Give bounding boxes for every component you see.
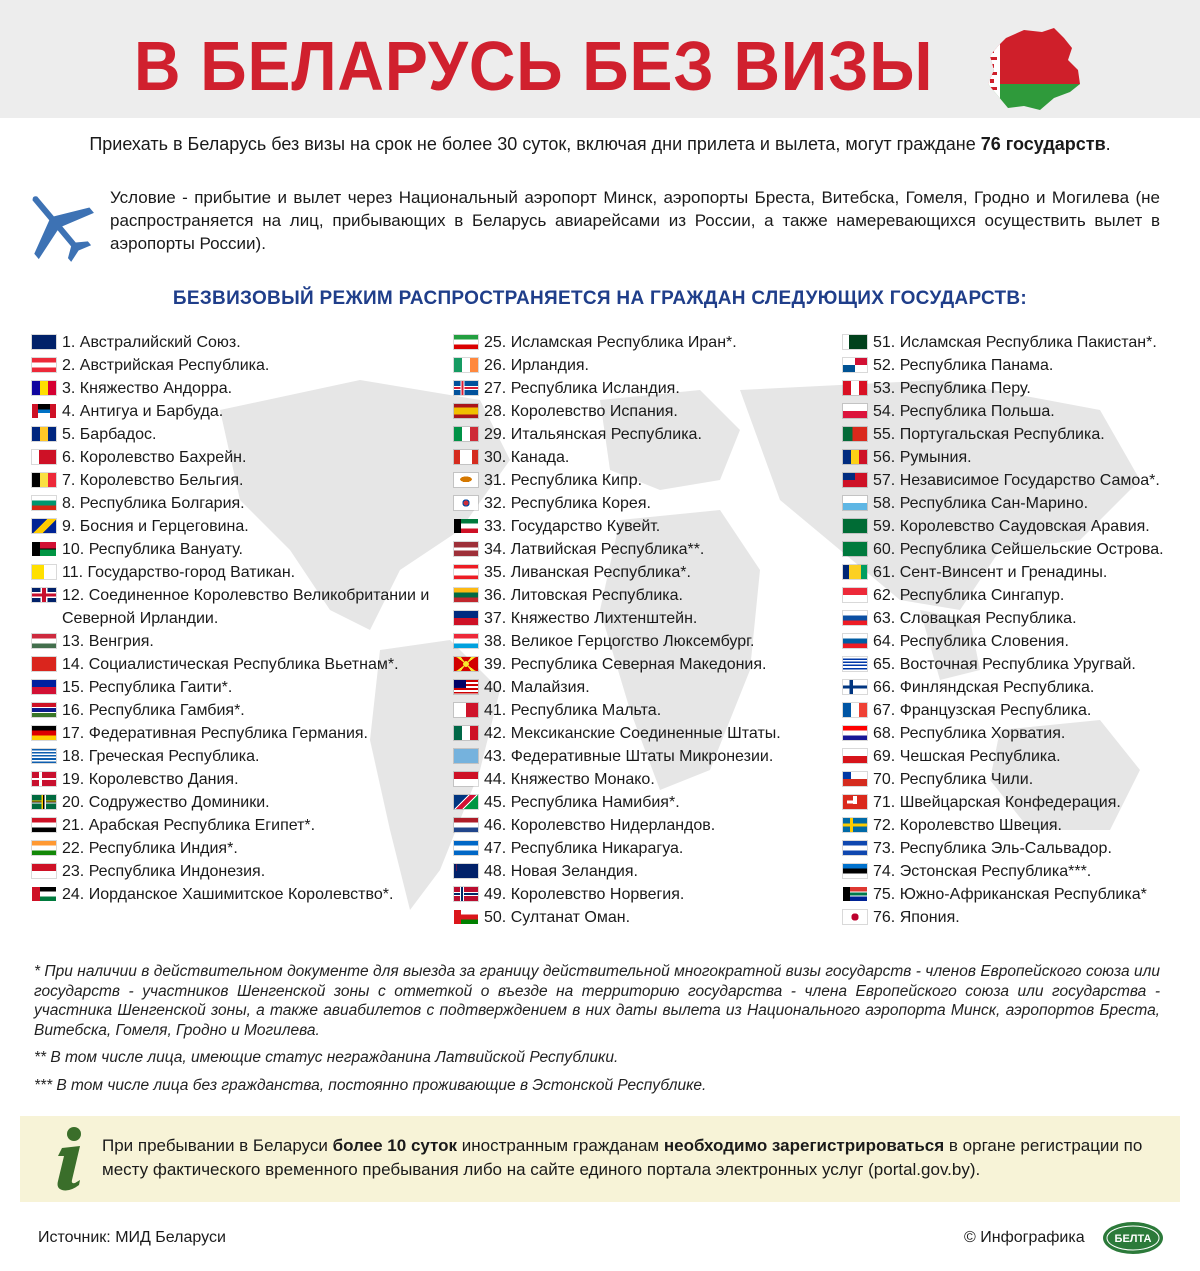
- flag-uk-icon: [32, 588, 56, 602]
- info-box: [20, 1116, 1180, 1202]
- country-name: 74. Эстонская Республика***.: [873, 863, 1092, 880]
- country-item: [32, 469, 437, 492]
- flag-france-icon: [843, 703, 867, 717]
- flag-cyprus-icon: [454, 473, 478, 487]
- country-item: [454, 469, 844, 492]
- country-item: [454, 860, 844, 883]
- country-name: 64. Республика Словения.: [873, 633, 1069, 650]
- country-item: [454, 446, 844, 469]
- country-name: 66. Финляндская Республика.: [873, 679, 1095, 696]
- country-column-1: [32, 331, 437, 906]
- country-item: [32, 423, 437, 446]
- country-name: 26. Ирландия.: [484, 357, 589, 374]
- country-name: 55. Португальская Республика.: [873, 426, 1105, 443]
- country-name: 43. Федеративные Штаты Микронезии.: [484, 748, 774, 765]
- country-item: [454, 722, 844, 745]
- country-item: [843, 538, 1193, 561]
- country-item: [32, 354, 437, 377]
- country-name: 20. Содружество Доминики.: [62, 794, 270, 811]
- country-column-2: [454, 331, 844, 929]
- country-item: [32, 653, 437, 676]
- flag-namibia-icon: [454, 795, 478, 809]
- country-item: [32, 791, 437, 814]
- flag-spain-icon: [454, 404, 478, 418]
- country-name: 73. Республика Эль-Сальвадор.: [873, 840, 1112, 857]
- credit-text: © Инфографика: [964, 1229, 1085, 1246]
- country-item: [32, 584, 437, 630]
- country-item: [843, 331, 1193, 354]
- country-name: 32. Республика Корея.: [484, 495, 651, 512]
- country-item: [32, 515, 437, 538]
- country-name: 27. Республика Исландия.: [484, 380, 680, 397]
- country-name: 28. Королевство Испания.: [484, 403, 678, 420]
- country-item: [32, 630, 437, 653]
- flag-jordan-icon: [32, 887, 56, 901]
- footnote-3: *** В том числе лица без гражданства, постоянно проживающие в Эстонской Республике.: [34, 1076, 707, 1094]
- flag-nicaragua-icon: [454, 841, 478, 855]
- country-name: 67. Французская Республика.: [873, 702, 1092, 719]
- country-item: [843, 561, 1193, 584]
- country-name: 49. Королевство Норвегия.: [484, 886, 685, 903]
- country-item: [454, 653, 844, 676]
- country-name: 33. Государство Кувейт.: [484, 518, 661, 535]
- country-name: 23. Республика Индонезия.: [62, 863, 266, 880]
- flag-japan-icon: [843, 910, 867, 924]
- flag-ireland-icon: [454, 358, 478, 372]
- flag-elsalvador-icon: [843, 841, 867, 855]
- flag-norway-icon: [454, 887, 478, 901]
- country-item: [32, 814, 437, 837]
- country-item: [32, 745, 437, 768]
- flag-australia-icon: [32, 335, 56, 349]
- flag-monaco-icon: [454, 772, 478, 786]
- flag-vietnam-icon: [32, 657, 56, 671]
- info-icon: [44, 1126, 94, 1192]
- country-item: [843, 492, 1193, 515]
- country-item: [843, 906, 1193, 929]
- footnote-1: * При наличии в действительном документе для выезда за границу действительной многократной визы государств - членов Европейского союза или государств - участников Шенгенской зоны с отметкой о въезде на территорию государства - члена Европейского союза или государства - участника Шенгенской зоны, а также авиабилетов с подтверждением в них даты вылета из Национального аэропорта Минск, аэропортов Бреста, Витебска, Гомеля, Гродно и Могилева.: [34, 963, 1160, 1039]
- country-item: [454, 699, 844, 722]
- country-item: [843, 423, 1193, 446]
- country-item: [843, 676, 1193, 699]
- country-item: [454, 538, 844, 561]
- flag-iceland-icon: [454, 381, 478, 395]
- country-item: [454, 791, 844, 814]
- intro-text: Приехать в Беларусь без визы на срок не более 30 суток, включая дни прилета и вылета, могут граждане 76 государств.: [89, 134, 1111, 154]
- country-name: 15. Республика Гаити*.: [62, 679, 233, 696]
- flag-austria-icon: [32, 358, 56, 372]
- country-name: 53. Республика Перу.: [873, 380, 1031, 397]
- country-name: 19. Королевство Дания.: [62, 771, 239, 788]
- flag-liechtenstein-icon: [454, 611, 478, 625]
- country-name: 21. Арабская Республика Египет*.: [62, 817, 316, 834]
- country-item: [32, 400, 437, 423]
- flag-czech-icon: [843, 749, 867, 763]
- country-item: [843, 446, 1193, 469]
- country-item: [843, 515, 1193, 538]
- country-name: 62. Республика Сингапур.: [873, 587, 1065, 604]
- country-name: 45. Республика Намибия*.: [484, 794, 680, 811]
- country-item: [843, 584, 1193, 607]
- country-name: 57. Независимое Государство Самоа*.: [873, 472, 1160, 489]
- flag-dominica-icon: [32, 795, 56, 809]
- country-item: [843, 377, 1193, 400]
- page-title: В БЕЛАРУСЬ БЕЗ ВИЗЫ: [134, 27, 934, 105]
- country-name: 7. Королевство Бельгия.: [62, 472, 244, 489]
- country-name: 3. Княжество Андорра.: [62, 380, 233, 397]
- flag-stvincent-icon: [843, 565, 867, 579]
- country-name: 16. Республика Гамбия*.: [62, 702, 245, 719]
- country-name: 72. Королевство Швеция.: [873, 817, 1062, 834]
- country-item: [454, 492, 844, 515]
- flag-canada-icon: [454, 450, 478, 464]
- list-heading: БЕЗВИЗОВЫЙ РЕЖИМ РАСПРОСТРАНЯЕТСЯ НА ГРАЖДАН СЛЕДУЮЩИХ ГОСУДАРСТВ:: [172, 288, 1028, 309]
- country-item: [843, 883, 1193, 906]
- country-item: [32, 699, 437, 722]
- flag-slovakia-icon: [843, 611, 867, 625]
- country-item: [843, 699, 1193, 722]
- flag-italy-icon: [454, 427, 478, 441]
- country-name: 12. Соединенное Королевство Великобритании и Северной Ирландии.: [62, 587, 430, 627]
- country-name: 22. Республика Индия*.: [62, 840, 238, 857]
- flag-romania-icon: [843, 450, 867, 464]
- country-item: [454, 630, 844, 653]
- flag-korea-icon: [454, 496, 478, 510]
- flag-malaysia-icon: [454, 680, 478, 694]
- country-name: 52. Республика Панама.: [873, 357, 1054, 374]
- flag-saudi-icon: [843, 519, 867, 533]
- country-name: 56. Румыния.: [873, 449, 972, 466]
- country-name: 30. Канада.: [484, 449, 570, 466]
- country-name: 51. Исламская Республика Пакистан*.: [873, 334, 1157, 351]
- flag-andorra-icon: [32, 381, 56, 395]
- flag-peru-icon: [843, 381, 867, 395]
- country-name: 70. Республика Чили.: [873, 771, 1034, 788]
- flag-sweden-icon: [843, 818, 867, 832]
- country-name: 11. Государство-город Ватикан.: [62, 564, 296, 581]
- country-name: 4. Антигуа и Барбуда.: [62, 403, 224, 420]
- country-item: [454, 515, 844, 538]
- country-name: 54. Республика Польша.: [873, 403, 1055, 420]
- country-item: [454, 906, 844, 929]
- country-column-3: [843, 331, 1193, 929]
- country-item: [843, 469, 1193, 492]
- flag-vatican-icon: [32, 565, 56, 579]
- flag-micronesia-icon: [454, 749, 478, 763]
- country-item: [32, 883, 437, 906]
- country-item: [454, 745, 844, 768]
- country-name: 63. Словацкая Республика.: [873, 610, 1077, 627]
- country-item: [454, 584, 844, 607]
- flag-panama-icon: [843, 358, 867, 372]
- country-name: 71. Швейцарская Конфедерация.: [873, 794, 1121, 811]
- country-item: [32, 446, 437, 469]
- country-name: 13. Венгрия.: [62, 633, 154, 650]
- flag-germany-icon: [32, 726, 56, 740]
- flag-finland-icon: [843, 680, 867, 694]
- country-name: 1. Австралийский Союз.: [62, 334, 241, 351]
- country-name: 76. Япония.: [873, 909, 960, 926]
- country-item: [843, 722, 1193, 745]
- country-name: 6. Королевство Бахрейн.: [62, 449, 247, 466]
- flag-haiti-icon: [32, 680, 56, 694]
- country-name: 41. Республика Мальта.: [484, 702, 662, 719]
- flag-oman-icon: [454, 910, 478, 924]
- country-name: 35. Ливанская Республика*.: [484, 564, 691, 581]
- flag-poland-icon: [843, 404, 867, 418]
- flag-sanmarino-icon: [843, 496, 867, 510]
- flag-seychelles-icon: [843, 542, 867, 556]
- flag-portugal-icon: [843, 427, 867, 441]
- flag-luxembourg-icon: [454, 634, 478, 648]
- country-item: [32, 837, 437, 860]
- country-item: [843, 400, 1193, 423]
- country-name: 14. Социалистическая Республика Вьетнам*.: [62, 656, 399, 673]
- flag-netherlands-icon: [454, 818, 478, 832]
- country-name: 46. Королевство Нидерландов.: [484, 817, 716, 834]
- country-name: 47. Республика Никарагуа.: [484, 840, 684, 857]
- country-name: 25. Исламская Республика Иран*.: [484, 334, 737, 351]
- country-name: 17. Федеративная Республика Германия.: [62, 725, 368, 742]
- airplane-icon: [18, 186, 98, 266]
- country-item: [32, 331, 437, 354]
- country-item: [454, 883, 844, 906]
- country-name: 34. Латвийская Республика**.: [484, 541, 705, 558]
- flag-lithuania-icon: [454, 588, 478, 602]
- intro-highlight: 76 государств: [980, 134, 1106, 154]
- belarus-map-icon: [984, 26, 1084, 112]
- country-item: [454, 377, 844, 400]
- country-name: 68. Республика Хорватия.: [873, 725, 1066, 742]
- country-item: [32, 538, 437, 561]
- flag-indonesia-icon: [32, 864, 56, 878]
- country-item: [454, 814, 844, 837]
- country-item: [843, 630, 1193, 653]
- country-name: 48. Новая Зеландия.: [484, 863, 638, 880]
- flag-macedonia-icon: [454, 657, 478, 671]
- flag-chile-icon: [843, 772, 867, 786]
- country-name: 24. Иорданское Хашимитское Королевство*.: [62, 886, 394, 903]
- country-name: 31. Республика Кипр.: [484, 472, 643, 489]
- flag-slovenia-icon: [843, 634, 867, 648]
- flag-samoa-icon: [843, 473, 867, 487]
- country-item: [32, 768, 437, 791]
- country-item: [32, 561, 437, 584]
- country-name: 9. Босния и Герцеговина.: [62, 518, 249, 535]
- flag-lebanon-icon: [454, 565, 478, 579]
- country-name: 58. Республика Сан-Марино.: [873, 495, 1089, 512]
- country-item: [32, 492, 437, 515]
- country-item: [454, 331, 844, 354]
- country-name: 29. Итальянская Республика.: [484, 426, 702, 443]
- country-item: [32, 676, 437, 699]
- country-name: 36. Литовская Республика.: [484, 587, 683, 604]
- country-name: 65. Восточная Республика Уругвай.: [873, 656, 1136, 673]
- flag-southafrica-icon: [843, 887, 867, 901]
- country-name: 69. Чешская Республика.: [873, 748, 1061, 765]
- flag-antigua-icon: [32, 404, 56, 418]
- country-item: [843, 768, 1193, 791]
- flag-iran-icon: [454, 335, 478, 349]
- country-item: [454, 768, 844, 791]
- flag-uruguay-icon: [843, 657, 867, 671]
- country-name: 40. Малайзия.: [484, 679, 590, 696]
- country-item: [843, 354, 1193, 377]
- flag-croatia-icon: [843, 726, 867, 740]
- flag-switzerland-icon: [843, 795, 867, 809]
- footnote-2: ** В том числе лица, имеющие статус негражданина Латвийской Республики.: [34, 1049, 619, 1066]
- flag-vanuatu-icon: [32, 542, 56, 556]
- country-item: [454, 561, 844, 584]
- flag-newzealand-icon: [454, 864, 478, 878]
- country-item: [843, 837, 1193, 860]
- country-name: 50. Султанат Оман.: [484, 909, 631, 926]
- country-name: 61. Сент-Винсент и Гренадины.: [873, 564, 1108, 581]
- flag-hungary-icon: [32, 634, 56, 648]
- flag-belgium-icon: [32, 473, 56, 487]
- source-text: Источник: МИД Беларуси: [38, 1229, 226, 1246]
- country-item: [32, 722, 437, 745]
- country-name: 5. Барбадос.: [62, 426, 157, 443]
- country-item: [32, 377, 437, 400]
- country-name: 38. Великое Герцогство Люксембург.: [484, 633, 755, 650]
- country-name: 2. Австрийская Республика.: [62, 357, 270, 374]
- country-name: 42. Мексиканские Соединенные Штаты.: [484, 725, 781, 742]
- country-item: [454, 837, 844, 860]
- flag-pakistan-icon: [843, 335, 867, 349]
- country-item: [32, 860, 437, 883]
- country-name: 37. Княжество Лихтенштейн.: [484, 610, 698, 627]
- country-name: 10. Республика Вануату.: [62, 541, 243, 558]
- flag-malta-icon: [454, 703, 478, 717]
- country-name: 75. Южно-Африканская Республика*: [873, 886, 1147, 903]
- flag-singapore-icon: [843, 588, 867, 602]
- info-text: При пребывании в Беларуси более 10 суток иностранным гражданам необходимо зарегистрироваться в органе регистрации по месту фактического временного пребывания либо на сайте единого портала электронных услуг (portal.gov.by).: [102, 1136, 1143, 1179]
- flag-india-icon: [32, 841, 56, 855]
- flag-mexico-icon: [454, 726, 478, 740]
- country-name: 18. Греческая Республика.: [62, 748, 260, 765]
- country-item: [843, 791, 1193, 814]
- flag-barbados-icon: [32, 427, 56, 441]
- flag-bahrain-icon: [32, 450, 56, 464]
- flag-bosnia-icon: [32, 519, 56, 533]
- country-item: [843, 745, 1193, 768]
- svg-text:БЕЛТА: БЕЛТА: [1114, 1233, 1152, 1245]
- country-name: 60. Республика Сейшельские Острова.: [873, 541, 1164, 558]
- country-item: [454, 607, 844, 630]
- country-item: [454, 354, 844, 377]
- country-item: [454, 423, 844, 446]
- flag-gambia-icon: [32, 703, 56, 717]
- country-item: [843, 653, 1193, 676]
- country-name: 59. Королевство Саудовская Аравия.: [873, 518, 1150, 535]
- country-name: 44. Княжество Монако.: [484, 771, 655, 788]
- country-item: [843, 814, 1193, 837]
- flag-greece-icon: [32, 749, 56, 763]
- country-name: 8. Республика Болгария.: [62, 495, 245, 512]
- header-banner: [0, 0, 1200, 118]
- flag-latvia-icon: [454, 542, 478, 556]
- country-item: [843, 607, 1193, 630]
- country-item: [454, 400, 844, 423]
- belta-logo: [1102, 1220, 1164, 1256]
- footnotes: [34, 962, 1160, 1103]
- country-name: 39. Республика Северная Македония.: [484, 656, 767, 673]
- flag-egypt-icon: [32, 818, 56, 832]
- flag-denmark-icon: [32, 772, 56, 786]
- flag-kuwait-icon: [454, 519, 478, 533]
- country-item: [843, 860, 1193, 883]
- flag-bulgaria-icon: [32, 496, 56, 510]
- condition-text: Условие - прибытие и вылет через Национальный аэропорт Минск, аэропорты Бреста, Витебска, Гомеля, Гродно и Могилева (не распространяется на лиц, прибывающих в Беларусь авиарейсами из России, а также намеревающихся осуществить вылет в аэропорты России).: [110, 188, 1160, 253]
- flag-estonia-icon: [843, 864, 867, 878]
- country-item: [454, 676, 844, 699]
